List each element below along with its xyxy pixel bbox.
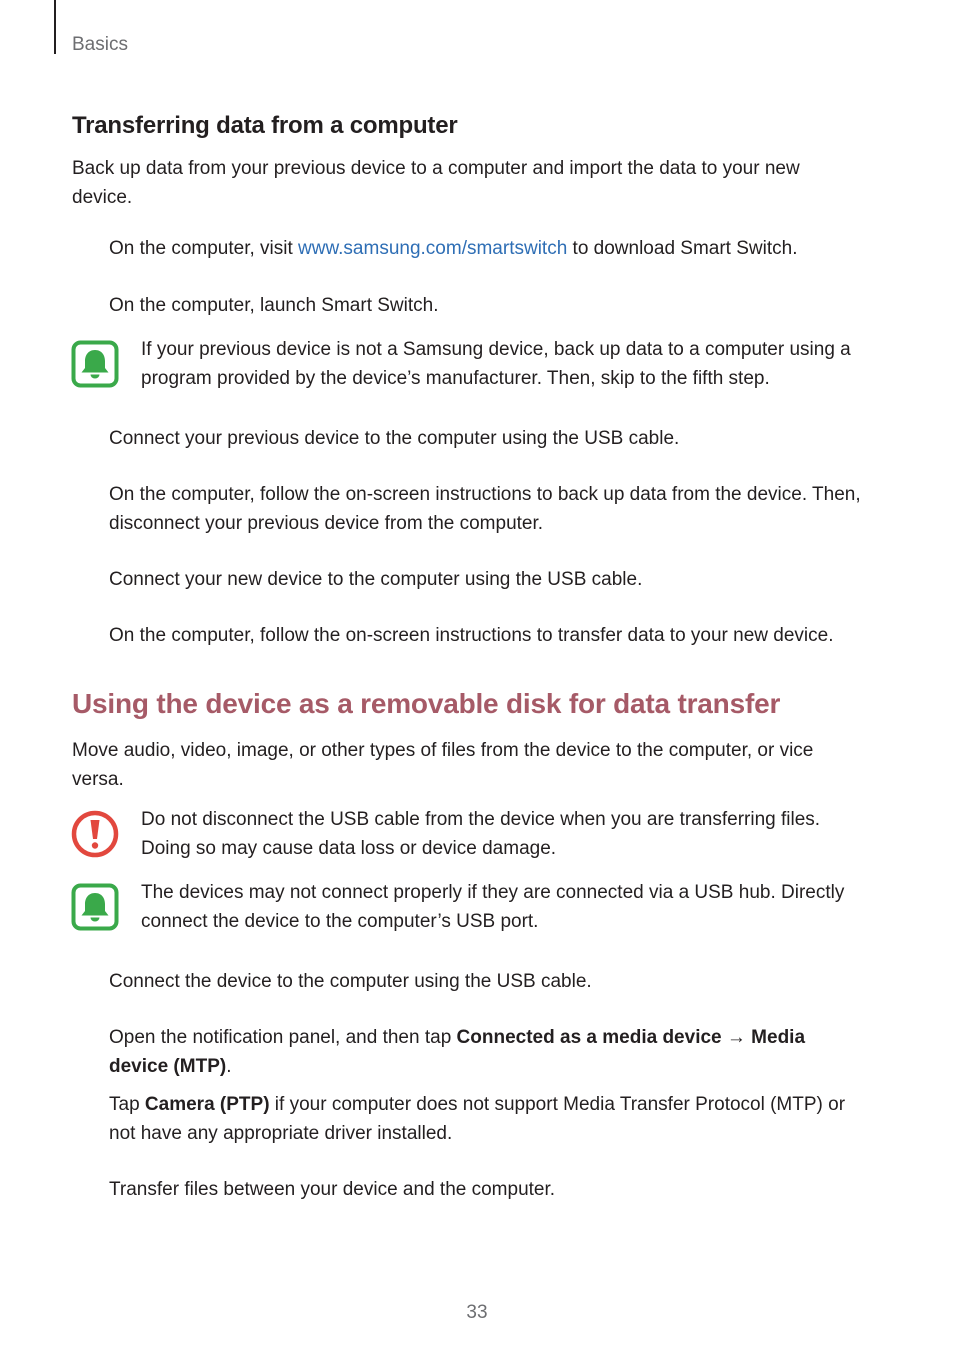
exclamation-icon xyxy=(71,810,119,858)
step-launch: On the computer, launch Smart Switch. xyxy=(109,295,439,316)
note-usb-hub: The devices may not connect properly if they are connected via a USB hub. Directly connect the device to the computer’s USB port. xyxy=(141,882,845,932)
step-text: if your computer does not support Media Transfer Protocol (MTP) or not have any appropriate driver installed. xyxy=(109,1094,846,1144)
step-text: to download Smart Switch. xyxy=(567,238,798,259)
note-non-samsung: If your previous device is not a Samsung device, back up data to a computer using a program provided by the device’s manufacturer. Then, skip to the fifth step. xyxy=(141,339,851,389)
heading-transfer-from-computer: Transferring data from a computer xyxy=(72,112,458,139)
intro-transfer: Back up data from your previous device to a computer and import the data to your new device. xyxy=(72,158,800,208)
step-text: . xyxy=(226,1056,232,1077)
menu-connected-media-device[interactable]: Connected as a media device xyxy=(456,1027,722,1048)
step-connect-new: Connect your new device to the computer using the USB cable. xyxy=(109,569,643,590)
header-rule xyxy=(54,0,56,54)
step-transfer-files: Transfer files between your device and the computer. xyxy=(109,1179,556,1200)
step-text: Tap xyxy=(109,1094,145,1115)
heading-removable-disk: Using the device as a removable disk for data transfer xyxy=(72,688,781,719)
step-camera-ptp xyxy=(109,1090,869,1148)
page-number: 33 xyxy=(466,1302,488,1323)
step-notification-panel xyxy=(109,1023,849,1081)
menu-media-device-mtp[interactable]: Media device (MTP) xyxy=(109,1027,806,1077)
menu-camera-ptp[interactable]: Camera (PTP) xyxy=(144,1094,270,1115)
caution-usb: Do not disconnect the USB cable from the device when you are transferring files. Doing so may cause data loss or device damage. xyxy=(141,809,821,859)
step-connect-previous: Connect your previous device to the computer using the USB cable. xyxy=(109,428,680,449)
bell-icon xyxy=(71,883,119,931)
section-label: Basics xyxy=(72,34,128,55)
step-transfer: On the computer, follow the on-screen instructions to transfer data to your new device. xyxy=(109,625,834,646)
step-connect-device: Connect the device to the computer using the USB cable. xyxy=(109,971,592,992)
step-text: Open the notification panel, and then tap xyxy=(109,1027,457,1048)
smartswitch-link[interactable]: www.samsung.com/smartswitch xyxy=(298,238,568,259)
step-backup: On the computer, follow the on-screen instructions to back up data from the device. Then, disconnect your previous device from the computer. xyxy=(109,484,861,534)
step-visit-website xyxy=(109,234,869,263)
arrow-separator: → xyxy=(721,1027,752,1048)
bell-icon xyxy=(71,340,119,388)
intro-removable-disk: Move audio, video, image, or other types of files from the device to the computer, or vice versa. xyxy=(72,740,814,790)
step-text: On the computer, visit xyxy=(109,238,299,259)
